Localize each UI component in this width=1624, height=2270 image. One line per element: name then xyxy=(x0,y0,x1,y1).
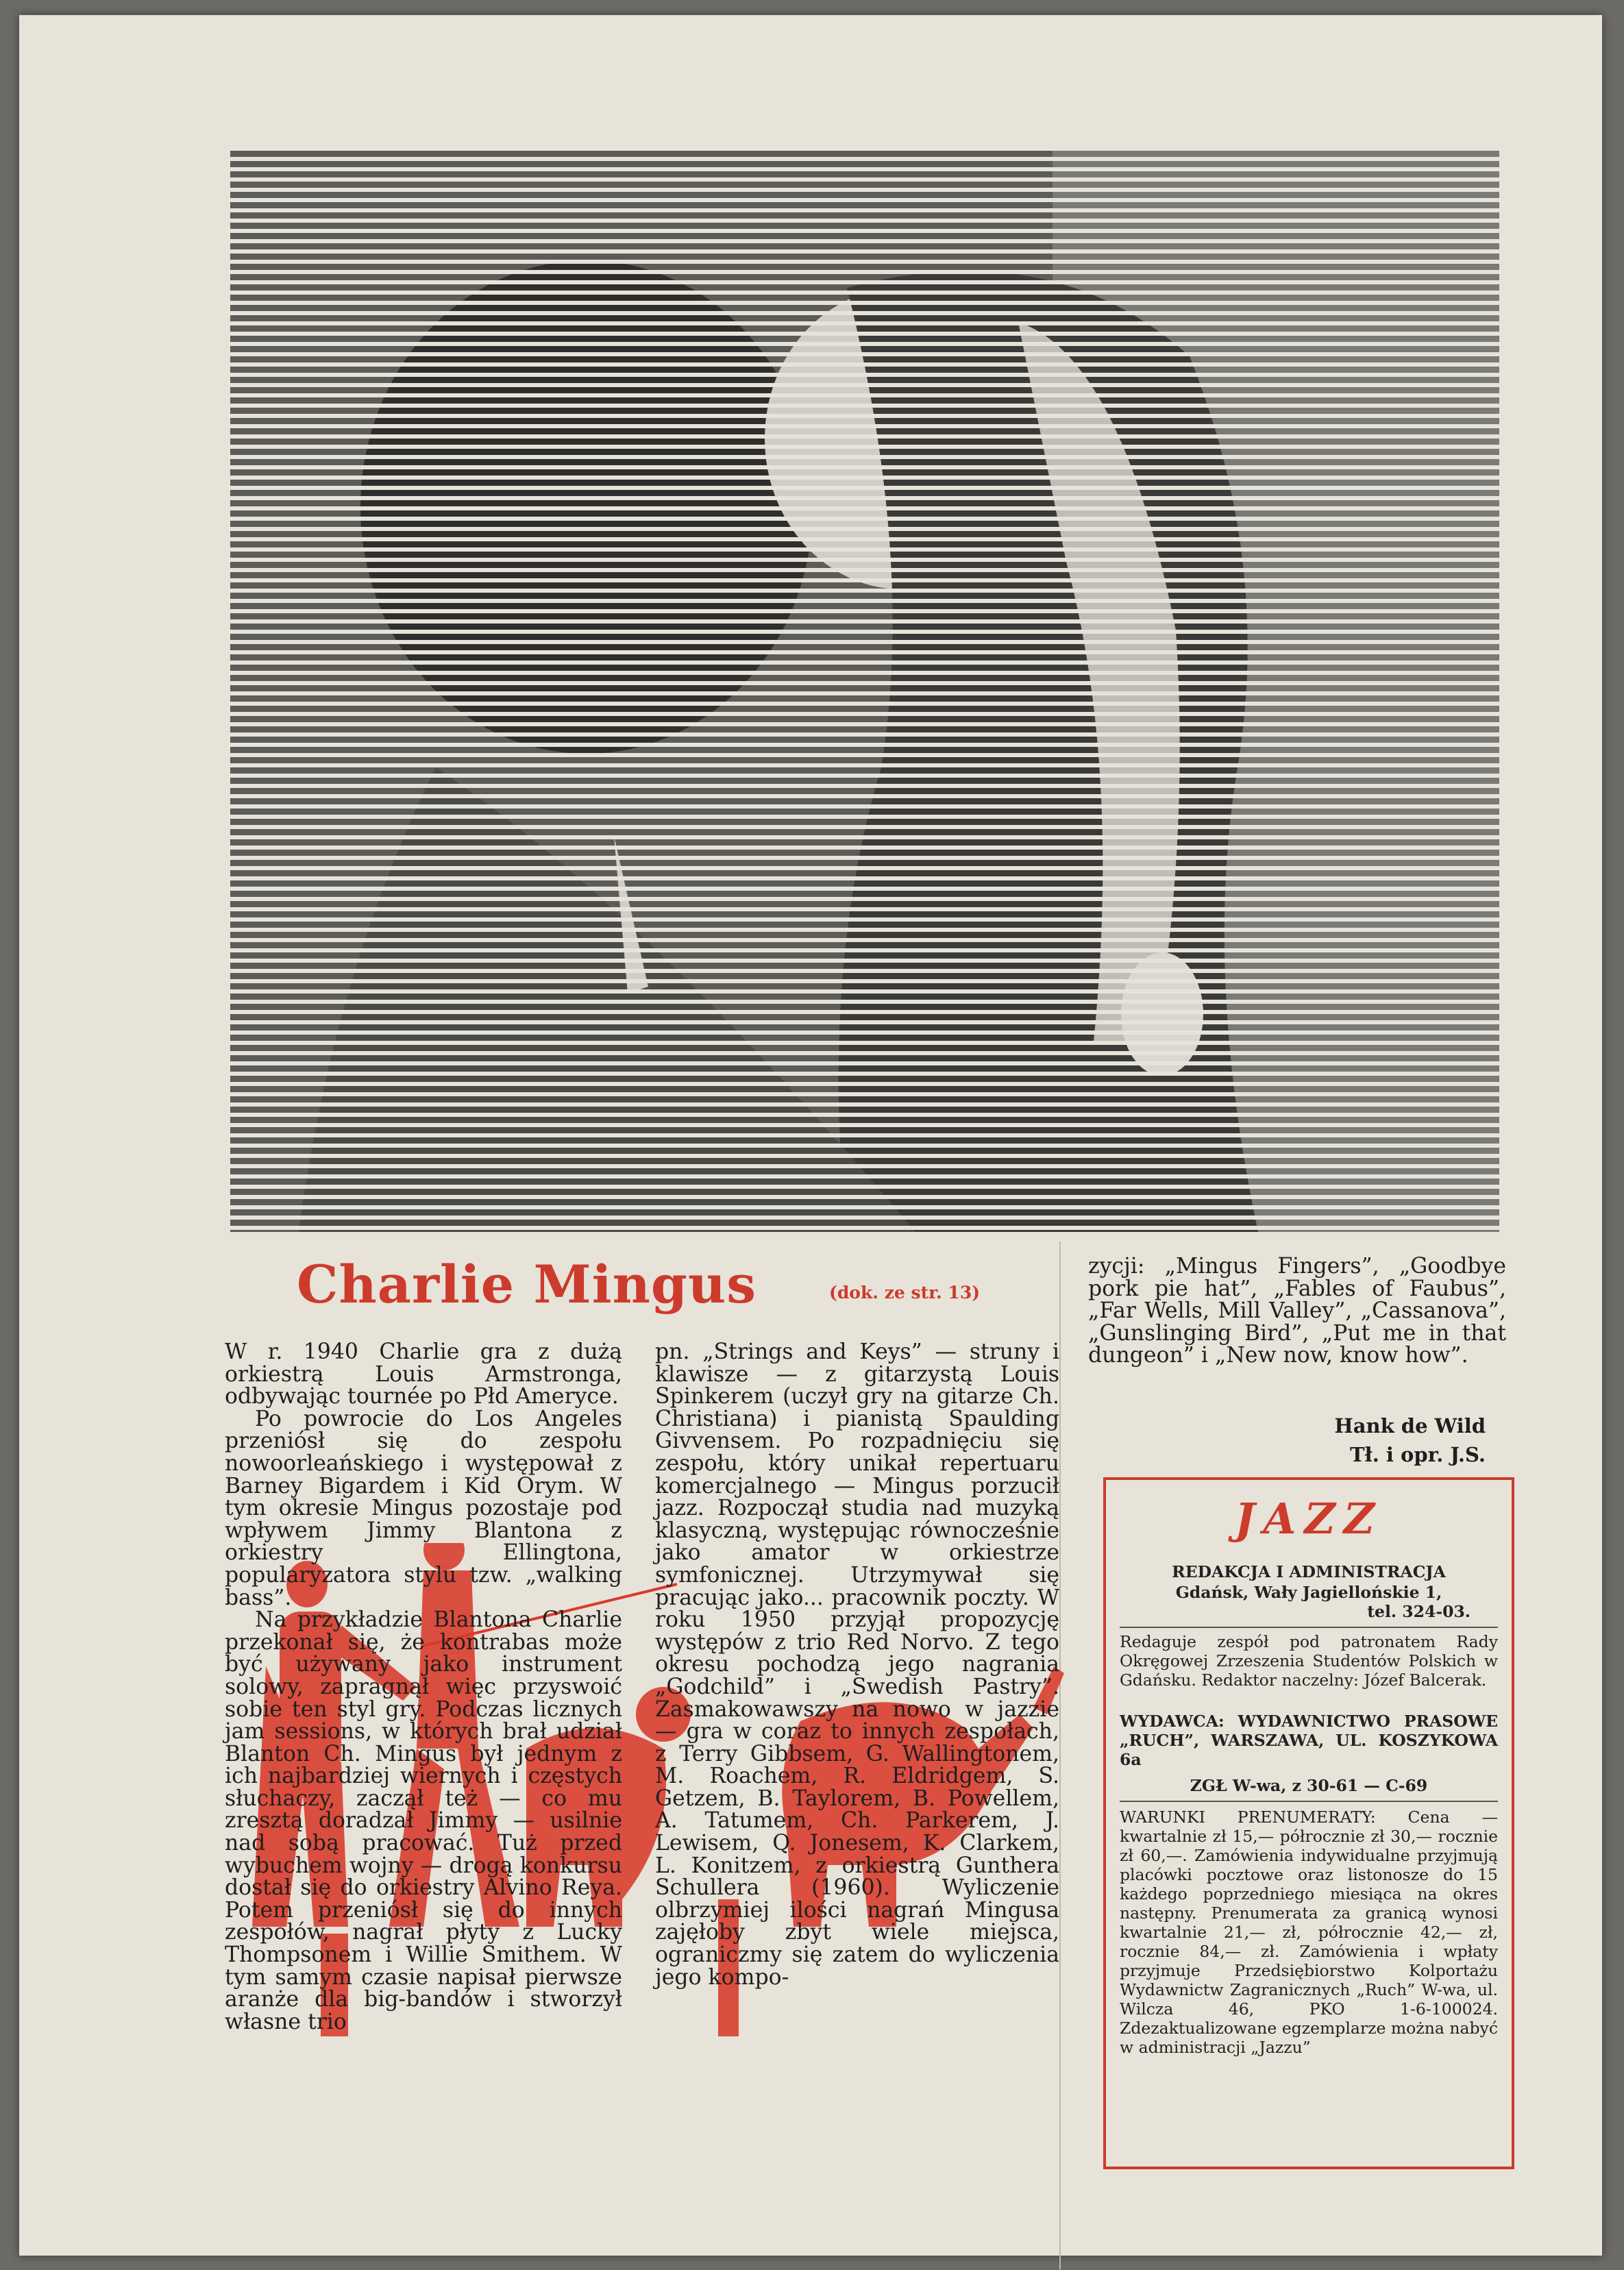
author-name: Hank de Wild xyxy=(1334,1414,1486,1438)
masthead-separator xyxy=(1120,1801,1498,1802)
article-title: Charlie Mingus xyxy=(297,1254,757,1315)
masthead-address: Gdańsk, Wały Jagiellońskie 1, xyxy=(1175,1583,1442,1602)
article-paragraph: Na przykładzie Blantona Charlie przekonał się, że kontrabas może być używany jako instrument solowy, zapragnął więc przyswoić sobie ten styl gry. Podczas licznych jam sessions, w których brał udział Blanton Ch. Mingus był jednym z ich najbardziej wiernych i częstych słuchaczy, zaczął też — co mu zresztą doradzał Jimmy — usilnie nad sobą pracować. Tuż przed wybuchem wojny — drogą konkursu dostał się do orkiestry Alvino Reya. Potem przeniósł się do innych zespołów, nagrał płyty z Lucky Thompsonem i Willie Smithem. W tym samym czasie napisał pierwsze aranże dla big-bandów i stworzył własne trio xyxy=(225,1607,622,2034)
article-paragraph: pn. „Strings and Keys” — struny i klawisze — z gitarzystą Louis Spinkerem (uczył gry na gitarze Ch. Christiana) i pianistą Spaulding Givvensem. Po rozpadnięciu się zespołu, który unikał repertuaru komercjalnego — Mingus porzucił jazz. Rozpoczął studia nad muzyką klasyczną, występując równocześnie jako amator w orkiestrze symfonicznej. Utrzymywał się pracując jako... pracownik poczty. W roku 1950 przyjął propozycję występów z trio Red Norvo. Z tego okresu pochodzą jego nagrania „Godchild” i „Swedish Pastry”. Zasmakowawszy na nowo w jazzie — gra w coraz to innych zespołach, z Terry Gibbsem, G. Wallingtonem, M. Roachem, R. Eldridgem, S. Getzem, B. Taylorem, B. Powellem, A. Tatumem, Ch. Parkerem, J. Lewisem, Q. Jonesem, K. Clarkem, L. Konitzem, z orkiestrą Gunthera Schullera (1960). Wyliczenie olbrzymiej ilości nagrań Mingusa zajęłoby zbyt wiele miejsca, ograniczmy się zatem do wyliczenia jego kompo- xyxy=(655,1340,1059,1990)
masthead-publisher: WYDAWCA: WYDAWNICTWO PRASOWE „RUCH”, WARSZAWA, UL. KOSZYKOWA 6a xyxy=(1120,1712,1498,1769)
masthead-phone: tel. 324-03. xyxy=(1367,1602,1471,1621)
magazine-page xyxy=(19,15,1602,2256)
article-paragraph: Po powrocie do Los Angeles przeniósł się do zespołu nowoorleańskiego i występował z Barney Bigardem i Kid Orym. W tym okresie Mingus pozostaje pod wpływem Jimmy Blantona z orkiestry Ellingtona, popularyzatora stylu tzw. „walking bass”. xyxy=(225,1406,622,1610)
masthead-subscription: WARUNKI PRENUMERATY: Cena — kwartalnie zł 15,— półrocznie zł 30,— rocznie zł 60,—. Zamówienia indywidualne przyjmują placówki pocztowe oraz listonosze do 15 każdego poprzedniego miesiąca na okres następny. Prenumerata za granicą wynosi kwartalnie 21,— zł, półrocznie 42,— zł, rocznie 84,— zł. Zamówienia i wpłaty przyjmuje Przedsiębiorstwo Kolportażu Wydawnictw Zagranicznych „Ruch” W-wa, ul. Wilcza 46, PKO 1-6-100024. Zdezaktualizowane egzemplarze można nabyć w administracji „Jazzu” xyxy=(1120,1808,1498,2057)
article-paragraph: W r. 1940 Charlie gra z dużą orkiestrą Louis Armstronga, odbywając tournée po Płd Ameryce. xyxy=(225,1340,622,1409)
masthead-print-code: ZGŁ W-wa, z 30-61 — C-69 xyxy=(1190,1776,1428,1795)
masthead-editors: Redaguje zespół pod patronatem Rady Okręgowej Zrzeszenia Studentów Polskich w Gdańsku. Redaktor naczelny: Józef Balcerak. xyxy=(1120,1632,1498,1690)
photo-silhouette xyxy=(230,151,1499,1232)
masthead-admin-heading: REDAKCJA I ADMINISTRACJA xyxy=(1172,1562,1446,1581)
masthead-box xyxy=(1103,1477,1514,2169)
masthead-separator xyxy=(1120,1627,1498,1628)
article-paragraph: zycji: „Mingus Fingers”, „Goodbye pork pie hat”, „Fables of Faubus”, „Far Wells, Mill Valley”, „Cassanova”, „Gunslinging Bird”, „Put me in that dungeon” i „New now, know how”. xyxy=(1088,1254,1506,1368)
article-column-2 xyxy=(655,1341,1059,1988)
continuation-note: (dok. ze str. 13) xyxy=(829,1283,981,1303)
article-column-3 xyxy=(1088,1255,1506,1367)
masthead-title: JAZZ xyxy=(1235,1494,1383,1544)
musician-photo xyxy=(230,151,1499,1232)
translator-credit: Tł. i opr. J.S. xyxy=(1349,1443,1486,1466)
article-column-1 xyxy=(225,1341,622,2033)
